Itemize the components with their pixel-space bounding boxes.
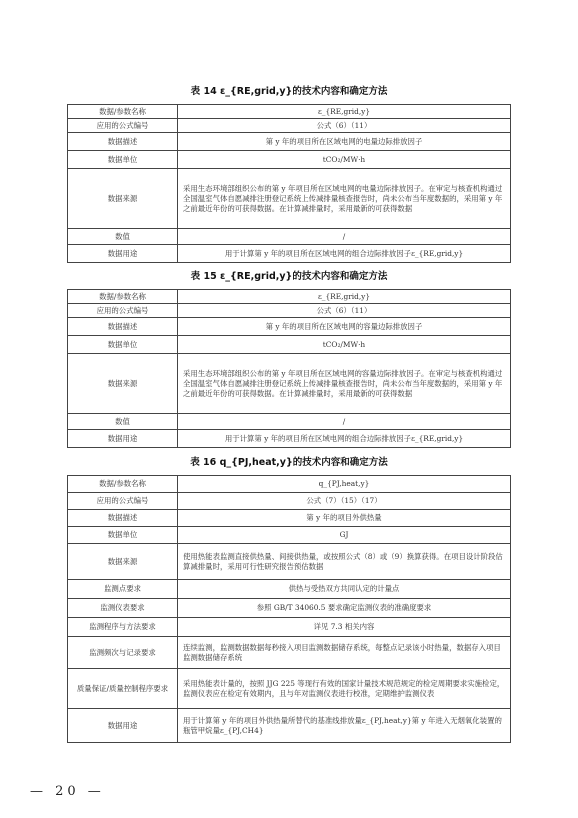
row-value: 连续监测，监测数据数据每秒接入项目监测数据储存系统，每整点记录该小时热量，数据存入项目监测数据储存系统 [178, 637, 511, 669]
table-15-caption: 表 15 ɛ_{RE,grid,y}的技术内容和确定方法 [190, 271, 388, 282]
row-value: 用于计算第 y 年的项目所在区域电网的组合边际排放因子ɛ_{RE,grid,y} [178, 430, 511, 448]
row-label: 数据描述 [68, 318, 178, 336]
row-label: 数据/参数名称 [68, 105, 178, 119]
row-label: 数据/参数名称 [68, 476, 178, 493]
row-label: 质量保证/质量控制程序要求 [68, 669, 178, 709]
row-value: 第 y 年的项目所在区域电网的电量边际排放因子 [178, 133, 511, 151]
row-label: 数据单位 [68, 151, 178, 169]
row-value: GJ [178, 527, 511, 544]
row-value: 使用热能表监测直接供热量、间接供热量，或按照公式（8）或（9）换算获得。在项目设计阶段估算减排量时，采用可行性研究报告预估数据 [178, 544, 511, 580]
row-label: 数据单位 [68, 336, 178, 354]
row-value: ɛ_{RE,grid,y} [178, 105, 511, 119]
row-value: / [178, 414, 511, 430]
row-label: 数值 [68, 414, 178, 430]
row-label: 数据来源 [68, 169, 178, 229]
row-value: 采用热能表计量的，按照 JJG 225 等现行有效的国家计量技术规范规定的检定周期要求实施检定，监测仪表应在检定有效期内，且与年对监测仪表进行校准，定期维护监测仪表 [178, 669, 511, 709]
row-value: 用于计算第 y 年的项目所在区域电网的组合边际排放因子ɛ_{RE,grid,y} [178, 245, 511, 263]
row-label: 监测程序与方法要求 [68, 618, 178, 637]
row-value: 公式（6）（11） [178, 304, 511, 318]
row-value: 参照 GB/T 34060.5 要求确定监测仪表的准确度要求 [178, 599, 511, 618]
row-label: 监测频次与记录要求 [68, 637, 178, 669]
row-value: 采用生态环境部组织公布的第 y 年项目所在区域电网的电量边际排放因子。在审定与核查机构通过全国温室气体自愿减排注册登记系统上传减排量核查报告时，尚未公布当年度数据的，采用第 y 年之前最近年份的可获得数据。在计算减排量时，采用最新的可获得数据 [178, 169, 511, 229]
page-number: — 20 — [30, 784, 105, 799]
table-16 [67, 475, 511, 743]
row-label: 应用的公式编号 [68, 304, 178, 318]
row-value: 详见 7.3 相关内容 [178, 618, 511, 637]
row-label: 数值 [68, 229, 178, 245]
table-16-caption: 表 16 q_{PJ,heat,y}的技术内容和确定方法 [190, 457, 388, 468]
row-label: 数据描述 [68, 133, 178, 151]
row-label: 数据用途 [68, 430, 178, 448]
row-label: 监测仪表要求 [68, 599, 178, 618]
table-15 [67, 289, 511, 448]
table-14 [67, 104, 511, 263]
row-label: 监测点要求 [68, 580, 178, 599]
row-label: 数据用途 [68, 245, 178, 263]
row-value: 公式（7）（15）（17） [178, 493, 511, 510]
row-value: 供热与受热双方共同认定的计量点 [178, 580, 511, 599]
row-label: 数据用途 [68, 709, 178, 743]
row-value: 公式（6）（11） [178, 119, 511, 133]
row-label: 应用的公式编号 [68, 493, 178, 510]
row-label: 数据来源 [68, 544, 178, 580]
row-value: 用于计算第 y 年的项目外供热量所替代的基准线排放量ɛ_{PJ,heat,y}第 y 年进入无烟氧化装置的瓶管甲烷量ɛ_{PJ,CH4} [178, 709, 511, 743]
row-value: ɛ_{RE,grid,y} [178, 290, 511, 304]
row-value: / [178, 229, 511, 245]
row-value: 第 y 年的项目所在区域电网的容量边际排放因子 [178, 318, 511, 336]
row-label: 数据来源 [68, 354, 178, 414]
row-label: 数据/参数名称 [68, 290, 178, 304]
row-value: tCO₂/MW·h [178, 151, 511, 169]
row-value: 第 y 年的项目外供热量 [178, 510, 511, 527]
table-14-caption: 表 14 ɛ_{RE,grid,y}的技术内容和确定方法 [190, 86, 388, 97]
row-value: q_{PJ,heat,y} [178, 476, 511, 493]
row-value: 采用生态环境部组织公布的第 y 年项目所在区域电网的容量边际排放因子。在审定与核查机构通过全国温室气体自愿减排注册登记系统上传减排量核查报告时，尚未公布当年度数据的，采用第 y 年之前最近年份的可获得数据。在计算减排量时，采用最新的可获得数据 [178, 354, 511, 414]
row-label: 应用的公式编号 [68, 119, 178, 133]
row-label: 数据单位 [68, 527, 178, 544]
row-value: tCO₂/MW·h [178, 336, 511, 354]
row-label: 数据描述 [68, 510, 178, 527]
